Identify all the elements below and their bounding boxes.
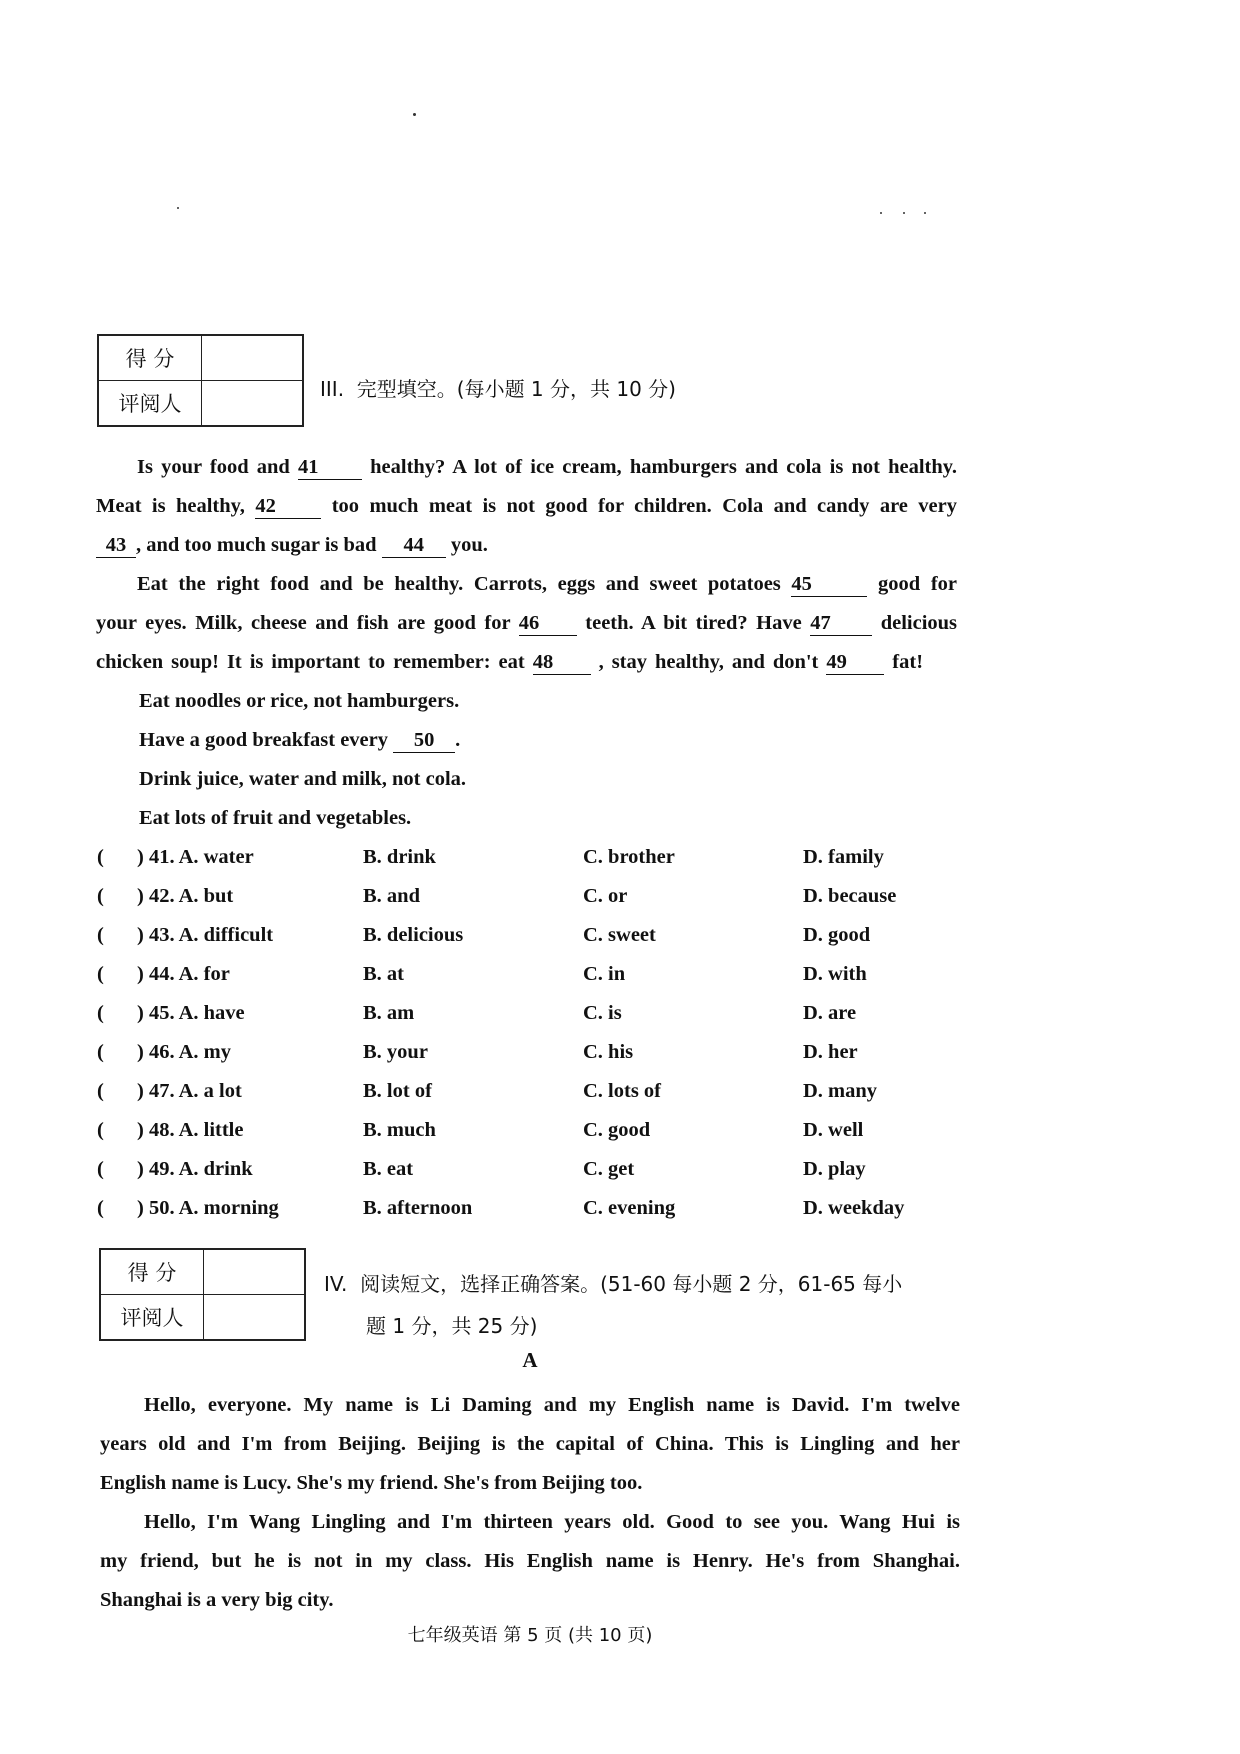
option-d: D. good xyxy=(803,924,871,946)
option-a: ) 42. A. but xyxy=(137,885,234,907)
option-d: D. weekday xyxy=(803,1197,905,1219)
section4-heading: IV. 阅读短文，选择正确答案。(51-60 每小题 2 分，61-65 每小 xyxy=(324,1272,903,1296)
scan-speck xyxy=(413,113,416,116)
option-d: D. her xyxy=(803,1041,858,1063)
passage-line: years old and I'm from Beijing. Beijing is the capital of China. This is Lingling and her xyxy=(100,1433,960,1455)
option-b: B. much xyxy=(363,1119,436,1141)
blank-47: 47 xyxy=(810,611,872,636)
answer-paren[interactable]: ( xyxy=(97,1080,104,1102)
option-a: ) 50. A. morning xyxy=(137,1197,279,1219)
option-c: C. lots of xyxy=(583,1080,662,1102)
scan-speck xyxy=(880,212,882,214)
answer-paren[interactable]: ( xyxy=(97,1002,104,1024)
blank-45: 45 xyxy=(791,572,867,597)
score-label: 得 分 xyxy=(98,335,202,381)
blank-49: 49 xyxy=(826,650,884,675)
cloze-line: Meat is healthy, 42 too much meat is not good for children. Cola and candy are very xyxy=(96,495,958,517)
answer-paren[interactable]: ( xyxy=(97,885,104,907)
tip-line: Drink juice, water and milk, not cola. xyxy=(139,768,467,790)
tip-line: Have a good breakfast every 50 . xyxy=(139,729,461,751)
question-row-49 xyxy=(97,1150,957,1189)
option-a: ) 44. A. for xyxy=(137,963,230,985)
grader-label: 评阅人 xyxy=(100,1295,204,1341)
option-c: C. in xyxy=(583,963,626,985)
answer-paren[interactable]: ( xyxy=(97,846,104,868)
option-b: B. lot of xyxy=(363,1080,432,1102)
answer-paren[interactable]: ( xyxy=(97,1041,104,1063)
passage-line: Hello, everyone. My name is Li Daming and my English name is David. I'm twelve xyxy=(144,1394,960,1416)
grader-input-cell[interactable] xyxy=(202,381,304,427)
option-b: B. at xyxy=(363,963,404,985)
option-a: ) 43. A. difficult xyxy=(137,924,274,946)
option-a: ) 46. A. my xyxy=(137,1041,231,1063)
blank-42: 42 xyxy=(255,494,321,519)
option-c: C. his xyxy=(583,1041,634,1063)
section3-heading: III. 完型填空。(每小题 1 分，共 10 分) xyxy=(320,377,676,401)
option-b: B. eat xyxy=(363,1158,414,1180)
blank-41: 41 xyxy=(298,455,362,480)
option-a: ) 48. A. little xyxy=(137,1119,244,1141)
grader-label: 评阅人 xyxy=(98,381,202,427)
passage-line: Shanghai is a very big city. xyxy=(100,1589,334,1611)
blank-46: 46 xyxy=(519,611,577,636)
tip-line: Eat lots of fruit and vegetables. xyxy=(139,807,412,829)
grader-input-cell[interactable] xyxy=(204,1295,306,1341)
option-c: C. is xyxy=(583,1002,622,1024)
scan-speck xyxy=(177,207,179,209)
option-d: D. with xyxy=(803,963,867,985)
question-row-48 xyxy=(97,1111,957,1150)
passage-title: A xyxy=(522,1348,538,1372)
answer-paren[interactable]: ( xyxy=(97,1197,104,1219)
option-c: C. brother xyxy=(583,846,675,868)
option-c: C. good xyxy=(583,1119,651,1141)
answer-paren[interactable]: ( xyxy=(97,924,104,946)
question-row-50 xyxy=(97,1189,957,1228)
question-row-42 xyxy=(97,877,957,916)
option-b: B. and xyxy=(363,885,420,907)
option-a: ) 49. A. drink xyxy=(137,1158,253,1180)
option-a: ) 41. A. water xyxy=(137,846,254,868)
passage-line: Hello, I'm Wang Lingling and I'm thirteen years old. Good to see you. Wang Hui is xyxy=(144,1511,960,1533)
page-footer: 七年级英语 第 5 页 (共 10 页) xyxy=(407,1625,653,1646)
option-a: ) 47. A. a lot xyxy=(137,1080,242,1102)
option-d: D. are xyxy=(803,1002,857,1024)
option-c: C. evening xyxy=(583,1197,676,1219)
cloze-line: 43 , and too much sugar is bad 44 you. xyxy=(96,526,488,565)
question-row-47 xyxy=(97,1072,957,1111)
option-d: D. because xyxy=(803,885,897,907)
answer-paren[interactable]: ( xyxy=(97,963,104,985)
option-b: B. delicious xyxy=(363,924,464,946)
score-input-cell[interactable] xyxy=(202,335,304,381)
section4-heading-continued: 题 1 分，共 25 分) xyxy=(366,1314,538,1338)
cloze-line: your eyes. Milk, cheese and fish are good for 46 teeth. A bit tired? Have 47 delicious xyxy=(96,612,958,634)
score-input-cell[interactable] xyxy=(204,1249,306,1295)
option-a: ) 45. A. have xyxy=(137,1002,245,1024)
scan-speck xyxy=(903,212,905,214)
blank-44: 44 xyxy=(382,533,446,558)
option-c: C. or xyxy=(583,885,628,907)
score-label: 得 分 xyxy=(100,1249,204,1295)
cloze-line: Eat the right food and be healthy. Carrots, eggs and sweet potatoes 45 good for xyxy=(137,573,957,595)
option-b: B. afternoon xyxy=(363,1197,473,1219)
question-row-41 xyxy=(97,838,957,877)
option-d: D. many xyxy=(803,1080,878,1102)
passage-line: English name is Lucy. She's my friend. She's from Beijing too. xyxy=(100,1472,643,1494)
answer-paren[interactable]: ( xyxy=(97,1158,104,1180)
question-row-44 xyxy=(97,955,957,994)
cloze-line: Is your food and 41 healthy? A lot of ice cream, hamburgers and cola is not healthy. xyxy=(137,456,958,478)
question-row-45 xyxy=(97,994,957,1033)
score-box-section3 xyxy=(97,334,304,427)
option-d: D. play xyxy=(803,1158,866,1180)
question-row-46 xyxy=(97,1033,957,1072)
score-box-section4 xyxy=(99,1248,306,1341)
option-b: B. am xyxy=(363,1002,415,1024)
passage-line: my friend, but he is not in my class. His English name is Henry. He's from Shanghai. xyxy=(100,1550,960,1572)
option-d: D. well xyxy=(803,1119,864,1141)
option-b: B. drink xyxy=(363,846,436,868)
cloze-line: chicken soup! It is important to remember: eat 48 , stay healthy, and don't 49 fat! xyxy=(96,651,924,673)
blank-43: 43 xyxy=(96,533,136,558)
answer-paren[interactable]: ( xyxy=(97,1119,104,1141)
blank-48: 48 xyxy=(533,650,591,675)
option-d: D. family xyxy=(803,846,884,868)
option-b: B. your xyxy=(363,1041,428,1063)
scan-speck xyxy=(924,212,926,214)
tip-line: Eat noodles or rice, not hamburgers. xyxy=(139,690,460,712)
blank-50: 50 xyxy=(393,728,455,753)
question-row-43 xyxy=(97,916,957,955)
option-c: C. get xyxy=(583,1158,635,1180)
option-c: C. sweet xyxy=(583,924,656,946)
